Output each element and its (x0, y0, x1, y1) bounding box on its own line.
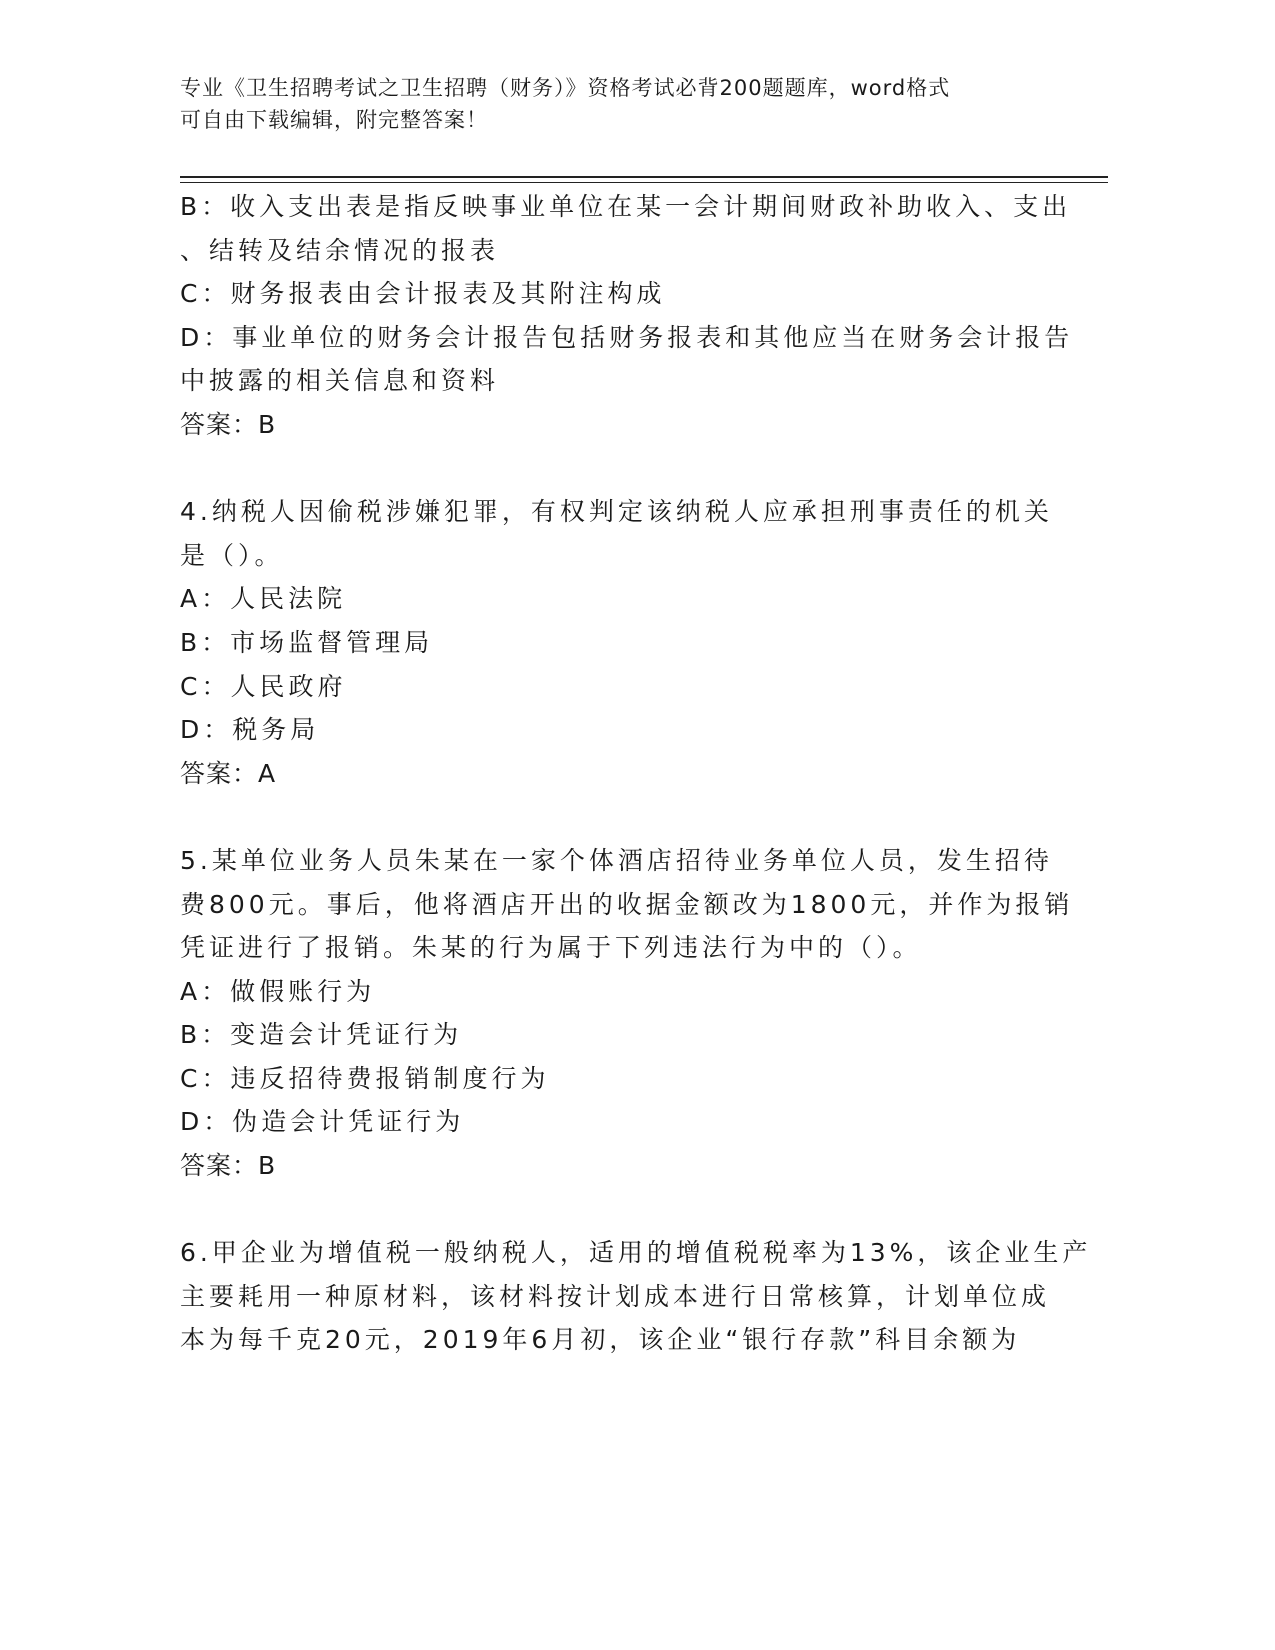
question-content (180, 185, 1092, 1362)
q5-option-c: C：违反招待费报销制度行为 (180, 1063, 550, 1093)
q3-answer: 答案：B (180, 409, 277, 439)
q6-stem-line-2: 主要耗用一种原材料，该材料按计划成本进行日常核算，计划单位成 (180, 1281, 1051, 1311)
header-title-line-2: 可自由下载编辑，附完整答案！ (180, 108, 488, 132)
q5-option-b: B：变造会计凭证行为 (180, 1020, 463, 1050)
q5-stem-line-3: 凭证进行了报销。朱某的行为属于下列违法行为中的（）。 (180, 933, 922, 963)
q5-stem-line-2: 费800元。事后，他将酒店开出的收据金额改为1800元，并作为报销 (180, 889, 1074, 919)
header-divider-thin (180, 182, 1108, 183)
q4-option-a: A：人民法院 (180, 584, 347, 614)
spacer (180, 795, 1060, 839)
q4-option-c: C：人民政府 (180, 671, 347, 701)
q3-option-b-line-1: B：收入支出表是指反映事业单位在某一会计期间财政补助收入、支出 (180, 192, 1072, 221)
q5-option-a: A：做假账行为 (180, 976, 376, 1006)
q3-option-d-line-1: D：事业单位的财务会计报告包括财务报表和其他应当在财务会计报告 (180, 322, 1074, 352)
header-title-line-1: 专业《卫生招聘考试之卫生招聘（财务）》资格考试必背200题题库，word格式 (180, 76, 951, 100)
q3-option-b-line-2: 、结转及结余情况的报表 (180, 235, 500, 265)
q4-answer: 答案：A (180, 758, 277, 788)
q4-option-d: D：税务局 (180, 715, 320, 745)
spacer (180, 447, 1060, 491)
q5-option-d: D：伪造会计凭证行为 (180, 1107, 465, 1137)
q4-option-b: B：市场监督管理局 (180, 627, 434, 657)
q6-stem-line-3: 本为每千克20元，2019年6月初，该企业“银行存款”科目余额为 (180, 1325, 1021, 1355)
spacer (180, 1188, 1060, 1232)
q4-stem-line-1: 4.纳税人因偷税涉嫌犯罪，有权判定该纳税人应承担刑事责任的机关 (180, 497, 1053, 527)
q5-stem-line-1: 5.某单位业务人员朱某在一家个体酒店招待业务单位人员，发生招待 (180, 845, 1053, 875)
q6-stem-line-1: 6.甲企业为增值税一般纳税人，适用的增值税税率为13%，该企业生产 (180, 1238, 1092, 1268)
q5-answer: 答案：B (180, 1151, 277, 1181)
document-header (180, 72, 1040, 136)
header-divider-thick (180, 176, 1108, 178)
q3-option-d-line-2: 中披露的相关信息和资料 (180, 366, 500, 396)
q3-option-c: C：财务报表由会计报表及其附注构成 (180, 279, 666, 309)
q4-stem-line-2: 是（）。 (180, 540, 284, 570)
